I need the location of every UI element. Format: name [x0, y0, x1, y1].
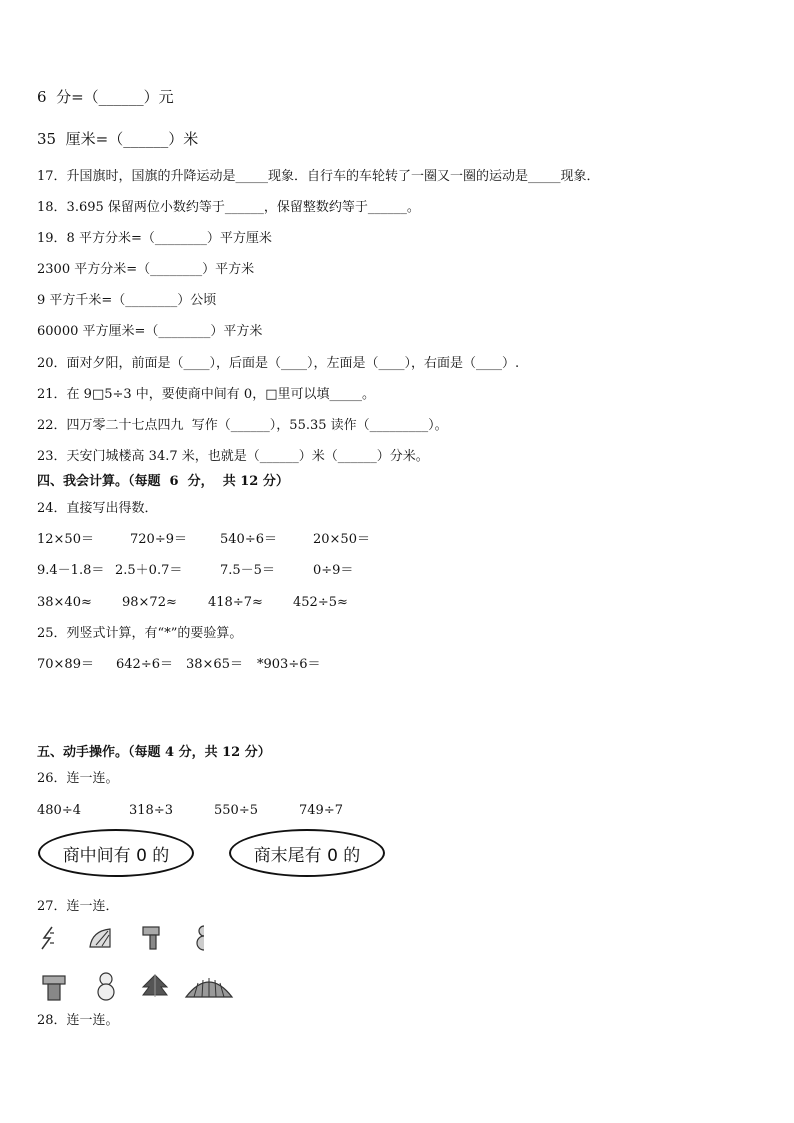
question-20: 20．面对夕阳，前面是（____），后面是（____），左面是（____），右面是（____）. — [37, 356, 520, 371]
calc-item: 0÷9＝ — [313, 563, 354, 578]
calc-item: 12×50＝ — [37, 532, 94, 547]
question-17: 17．升国旗时，国旗的升降运动是_____现象．自行车的车轮转了一圈又一圈的运动是_____现象． — [37, 169, 600, 184]
question-19a: 19．8 平方分米=（________）平方厘米 — [37, 231, 272, 246]
calc-item: 720÷9＝ — [130, 532, 187, 547]
calc-item: 98×72≈ — [122, 595, 177, 610]
calc-item: 9.4－1.8＝ — [37, 563, 105, 578]
division-item: 480÷4 — [37, 803, 81, 818]
calc-item: 540÷6＝ — [220, 532, 277, 547]
question-26: 26．连一连。 — [37, 771, 119, 786]
snowman-icon[interactable] — [94, 970, 118, 1002]
calc-row-4 — [37, 657, 321, 723]
calc-item: *903÷6＝ — [257, 657, 321, 672]
half-lightning-icon[interactable] — [38, 925, 60, 951]
question-24: 24．直接写出得数． — [37, 501, 158, 516]
half-umbrella-icon[interactable] — [86, 925, 114, 951]
question-19d: 60000 平方厘米=（________）平方米 — [37, 324, 263, 339]
calc-item: 418÷7≈ — [208, 595, 263, 610]
question-23: 23．天安门城楼高 34.7 米，也就是（______）米（______）分米。 — [37, 449, 429, 464]
calc-item: 38×65＝ — [186, 657, 243, 672]
calc-item: 70×89＝ — [37, 657, 94, 672]
section-4-heading: 四、我会计算。（每题 6 分， 共 12 分） — [37, 474, 289, 489]
question-28: 28．连一连。 — [37, 1013, 119, 1028]
question-27: 27．连一连． — [37, 899, 119, 914]
line-limi-mi: 35 厘米=（______）米 — [37, 130, 199, 148]
question-19b: 2300 平方分米=（________）平方米 — [37, 262, 255, 277]
calc-item: 642÷6＝ — [116, 657, 173, 672]
calc-item: 20×50＝ — [313, 532, 370, 547]
question-19c: 9 平方千米=（________）公顷 — [37, 293, 217, 308]
house-icon[interactable] — [40, 972, 68, 1002]
half-house-icon[interactable] — [140, 924, 162, 952]
calc-item: 2.5＋0.7＝ — [115, 563, 183, 578]
oval-end-zero[interactable]: 商末尾有 0 的 — [229, 829, 385, 877]
arrow-tree-icon[interactable] — [140, 973, 170, 1001]
calc-item: 7.5－5＝ — [220, 563, 275, 578]
section-5-heading: 五、动手操作。（每题 4 分，共 12 分） — [37, 745, 271, 760]
division-item: 550÷5 — [214, 803, 258, 818]
line-fen-yuan: 6 分=（______）元 — [37, 88, 174, 106]
question-25: 25．列竖式计算，有“*”的要验算。 — [37, 626, 243, 641]
question-18: 18．3.695 保留两位小数约等于______，保留整数约等于______。 — [37, 200, 420, 215]
umbrella-icon[interactable] — [184, 975, 234, 1001]
calc-item: 452÷5≈ — [293, 595, 348, 610]
oval-middle-zero[interactable]: 商中间有 0 的 — [38, 829, 194, 877]
division-item: 749÷7 — [299, 803, 343, 818]
division-item: 318÷3 — [129, 803, 173, 818]
question-21: 21．在 9□5÷3 中，要使商中间有 0，□里可以填_____。 — [37, 387, 375, 402]
half-snowman-icon[interactable] — [192, 923, 210, 953]
question-22: 22．四万零二十七点四九 写作（______），55.35 读作（_________）。 — [37, 418, 448, 433]
calc-item: 38×40≈ — [37, 595, 92, 610]
